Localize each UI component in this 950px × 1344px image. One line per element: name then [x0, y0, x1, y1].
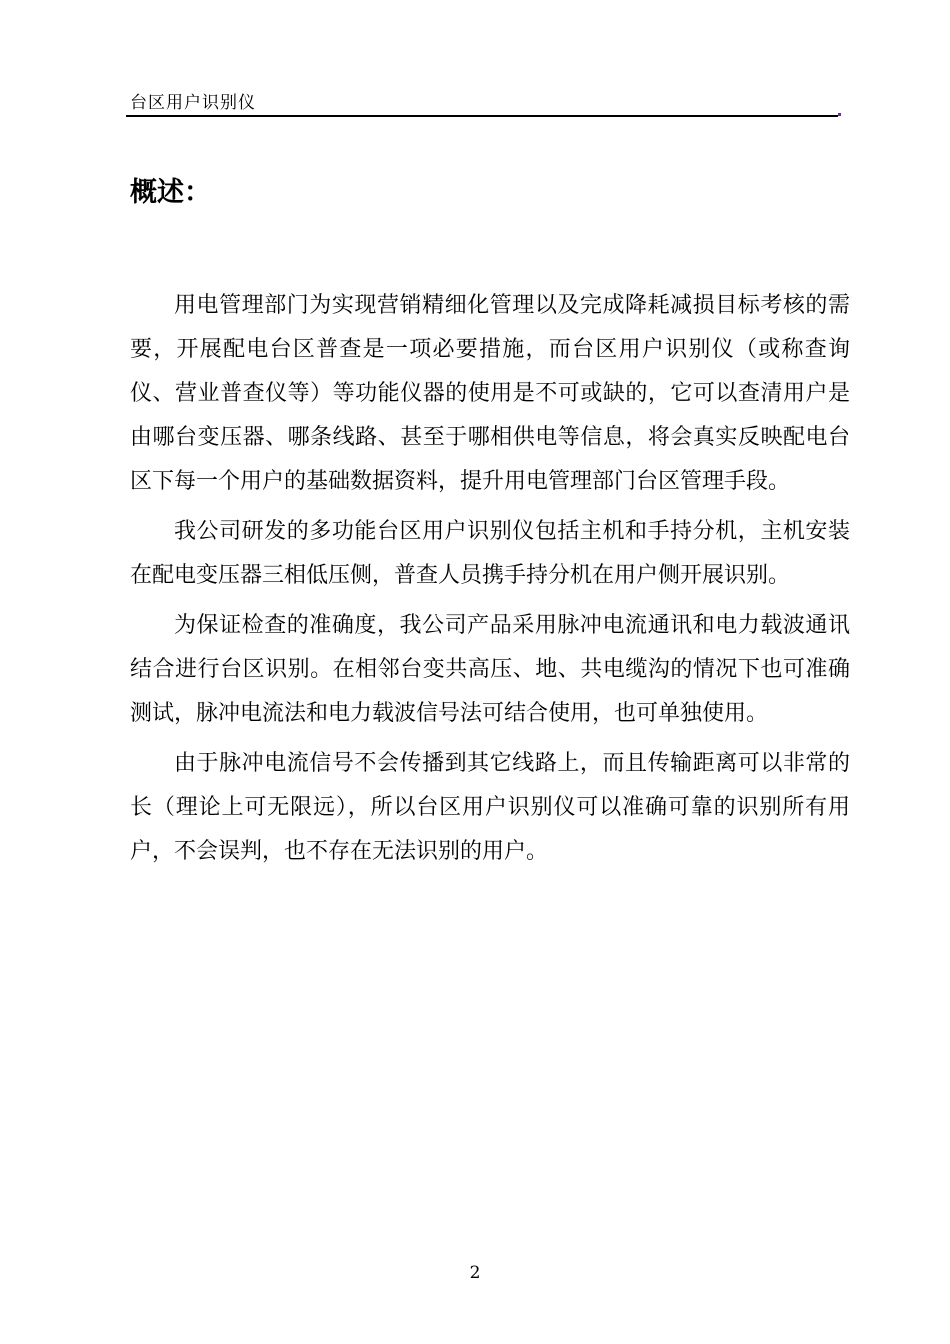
- paragraph-pulse-current-advantage: 由于脉冲电流信号不会传播到其它线路上，而且传输距离可以非常的长（理论上可无限远），所以台区用户识别仪可以准确可靠的识别所有用户，不会误判，也不存在无法识别的用户。: [130, 751, 850, 864]
- paragraph-overview: 用电管理部门为实现营销精细化管理以及完成降耗减损目标考核的需要，开展配电台区普查是一项必要措施，而台区用户识别仪（或称查询仪、营业普查仪等）等功能仪器的使用是不可或缺的，它可以查清用户是由哪台变压器、哪条线路、甚至于哪相供电等信息，将会真实反映配电台区下每一个用户的基础数据资料，提升用电管理部门台区管理手段。: [130, 293, 850, 494]
- body-text: [130, 284, 850, 880]
- paragraph-product-composition: 我公司研发的多功能台区用户识别仪包括主机和手持分机，主机安装在配电变压器三相低压侧，普查人员携手持分机在用户侧开展识别。: [130, 519, 850, 588]
- page-number: 2: [469, 1263, 481, 1283]
- header-divider: [126, 115, 838, 117]
- running-header-title: 台区用户识别仪: [130, 93, 256, 113]
- header-corner-mark: [838, 113, 841, 116]
- paragraph-accuracy-method: 为保证检查的准确度，我公司产品采用脉冲电流通讯和电力载波通讯结合进行台区识别。在相邻台变共高压、地、共电缆沟的情况下也可准确测试，脉冲电流法和电力载波信号法可结合使用，也可单独使用。: [130, 613, 850, 726]
- section-title: 概述：: [130, 177, 211, 208]
